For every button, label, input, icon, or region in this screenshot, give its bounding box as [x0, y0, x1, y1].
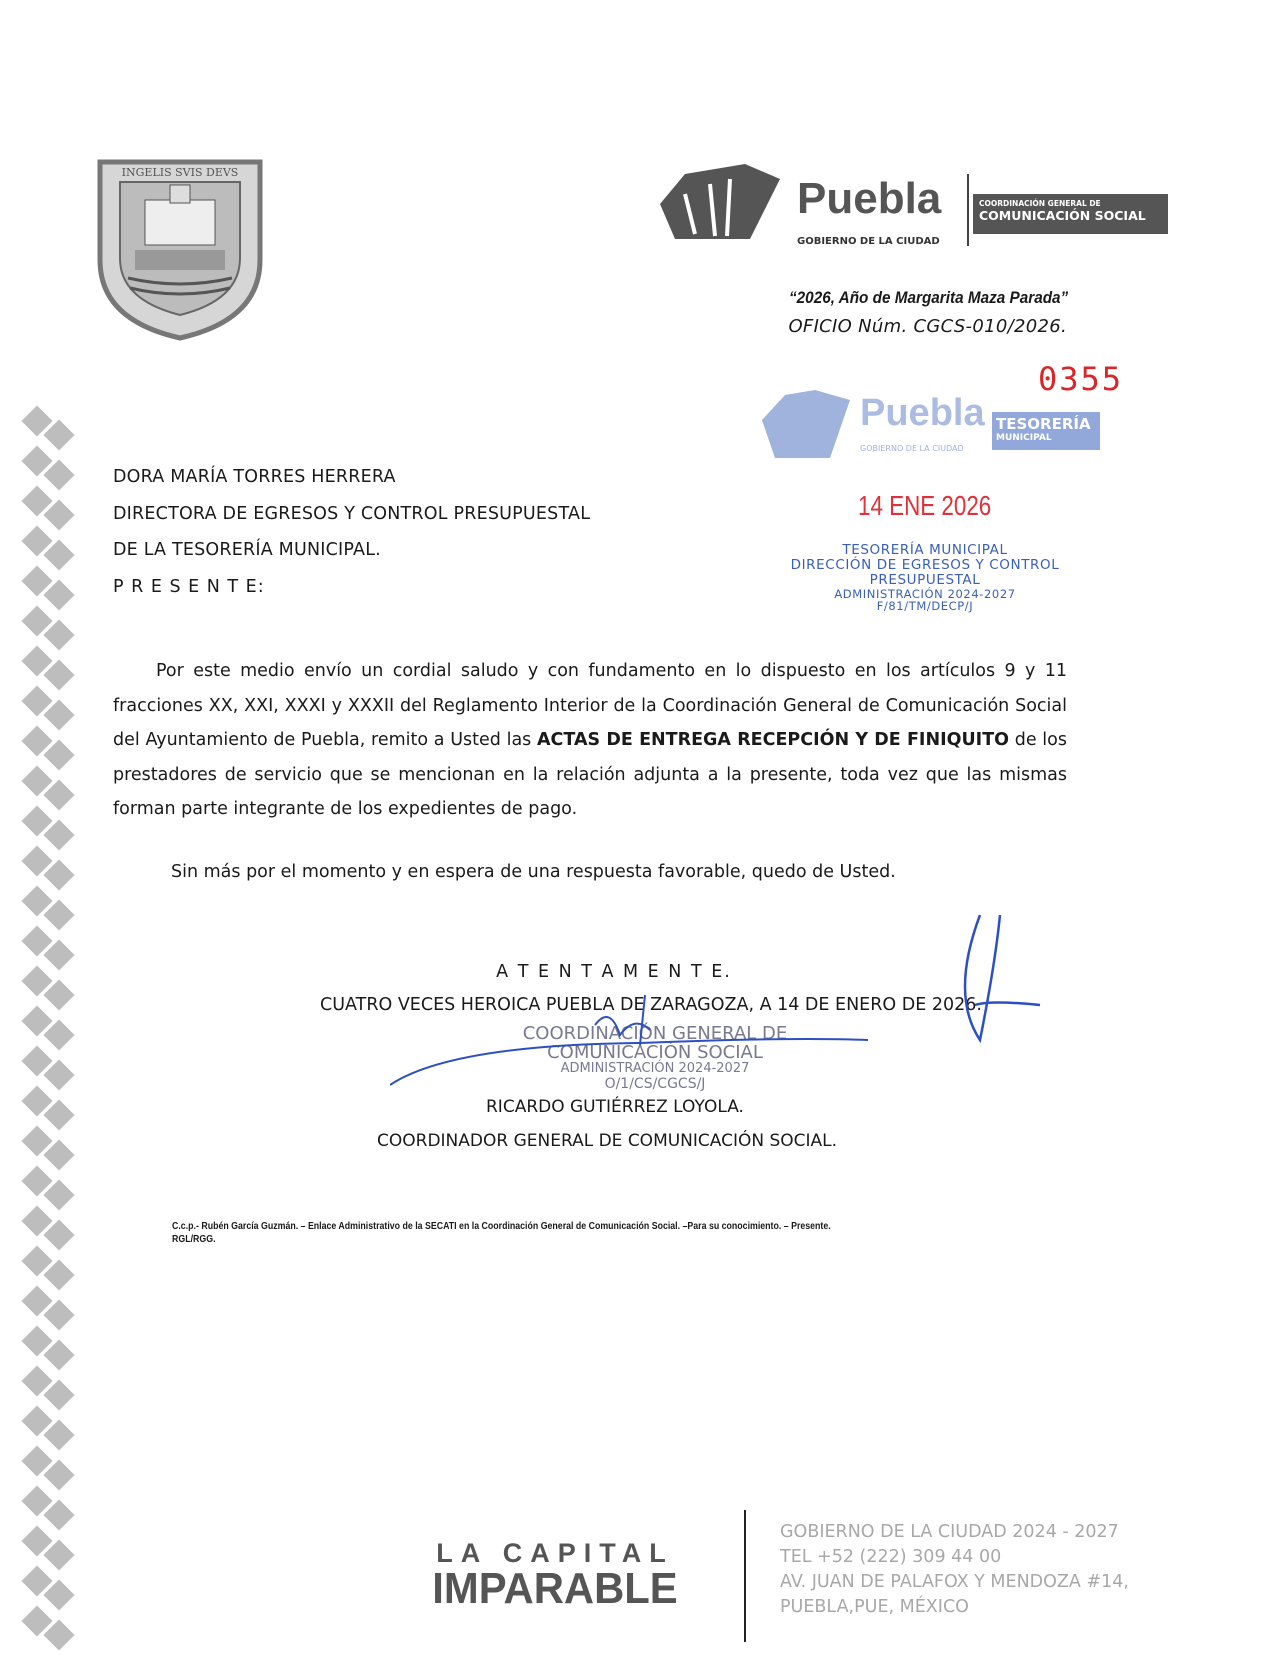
logo-unit: COMUNICACIÓN SOCIAL [979, 208, 1146, 223]
body-text: de los prestadores de servicio que se mencionan en la relación adjunta a la presente, toda vez que las mismas forman parte integrante de los expedientes de pago. [113, 730, 1067, 819]
signer-name: RICARDO GUTIÉRREZ LOYOLA. [486, 1097, 744, 1117]
tesoreria-stamp-text [770, 543, 1080, 612]
stamp-line: COMUNICACIÓN SOCIAL [547, 1042, 763, 1063]
place-date: CUATRO VECES HEROICA PUEBLA DE ZARAGOZA, A 14 DE ENERO DE 2026. [320, 995, 982, 1015]
stamp-unit: TESORERÍA [996, 415, 1091, 433]
signer-title: COORDINADOR GENERAL DE COMUNICACIÓN SOCIAL. [377, 1131, 838, 1151]
stamp-logo-name: Puebla [860, 392, 985, 434]
puebla-emblem-icon [760, 390, 855, 460]
stamp-unit-sub: MUNICIPAL [996, 433, 1052, 443]
recipient-name: DORA MARÍA TORRES HERRERA [113, 467, 396, 487]
tesoreria-logo-stamp [760, 390, 1100, 466]
folio-number: 0355 [1038, 360, 1124, 398]
stamp-line: COORDINACIÓN GENERAL DE [522, 1023, 788, 1044]
stamp-line: ADMINISTRACIÓN 2024-2027 [560, 1061, 750, 1076]
slogan-bottom: IMPARABLE [432, 1564, 678, 1613]
stamp-line: PRESUPUESTAL [869, 572, 981, 588]
stamp-line: O/1/CS/CGCS/J [604, 1076, 706, 1092]
slogan-top: LA CAPITAL [436, 1538, 674, 1568]
body-bold: ACTAS DE ENTREGA RECEPCIÓN Y DE FINIQUITO [537, 730, 1010, 750]
atentamente: A T E N T A M E N T E. [496, 962, 732, 982]
footer-line: AV. JUAN DE PALAFOX Y MENDOZA #14, [780, 1572, 1129, 1592]
stamp-line: F/81/TM/DECP/J [876, 599, 974, 613]
closing-line: Sin más por el momento y en espera de una respuesta favorable, quedo de Usted. [171, 862, 896, 882]
seal-text: INGELIS SVIS DEVS [121, 166, 239, 179]
footer-contact [780, 1520, 1129, 1620]
cc-line [172, 1220, 831, 1246]
oficio-number: OFICIO Núm. CGCS-010/2026. [788, 316, 1067, 337]
year-motto: “2026, Año de Margarita Maza Parada” [788, 288, 1068, 307]
logo-name: Puebla [797, 174, 942, 223]
stamp-line: ADMINISTRACIÓN 2024-2027 [834, 587, 1016, 601]
municipal-seal [90, 150, 270, 342]
logo-sub: GOBIERNO DE LA CIUDAD [797, 236, 940, 247]
puebla-comunicacion-logo [655, 164, 1168, 254]
stamp-line: DIRECCIÓN DE EGRESOS Y CONTROL [790, 557, 1060, 573]
body-paragraph [113, 654, 1067, 827]
stamp-logo-sub: GOBIERNO DE LA CIUDAD [860, 444, 964, 453]
stamp-line: TESORERÍA MUNICIPAL [842, 542, 1008, 558]
decorative-left-border [18, 410, 78, 1655]
footer-line: GOBIERNO DE LA CIUDAD 2024 - 2027 [780, 1522, 1119, 1542]
cc-text: C.c.p.- Rubén García Guzmán. – Enlace Administrativo de la SECATI en la Coordinación General de Comunicación Social. –Para su conocimiento. – Presente. [172, 1221, 831, 1232]
recipient-office: DE LA TESORERÍA MUNICIPAL. [113, 540, 381, 560]
slogan-logo [400, 1538, 710, 1613]
cc-initials: RGL/RGG. [172, 1234, 216, 1245]
body-text: Por este medio envío un cordial saludo y con fundamento en lo dispuesto en los artículos 9 y 11 fracciones XX, XXI, XXXI y XXXII del Reglamento Interior de la Coordinación General de Comunicación Social del Ayuntamiento de Puebla, remito a Usted las [113, 661, 1067, 750]
logo-unit-small: COORDINACIÓN GENERAL DE [979, 199, 1101, 208]
footer-divider [744, 1510, 746, 1642]
received-date: 14 ENE 2026 [858, 490, 992, 521]
footer-line: PUEBLA,PUE, MÉXICO [780, 1597, 969, 1617]
footer-line: TEL +52 (222) 309 44 00 [780, 1547, 1002, 1567]
presente: P R E S E N T E: [113, 577, 265, 597]
puebla-emblem-icon [655, 164, 785, 244]
handwritten-signatures [390, 905, 1070, 1155]
recipient-title: DIRECTORA DE EGRESOS Y CONTROL PRESUPUESTAL [113, 504, 591, 524]
